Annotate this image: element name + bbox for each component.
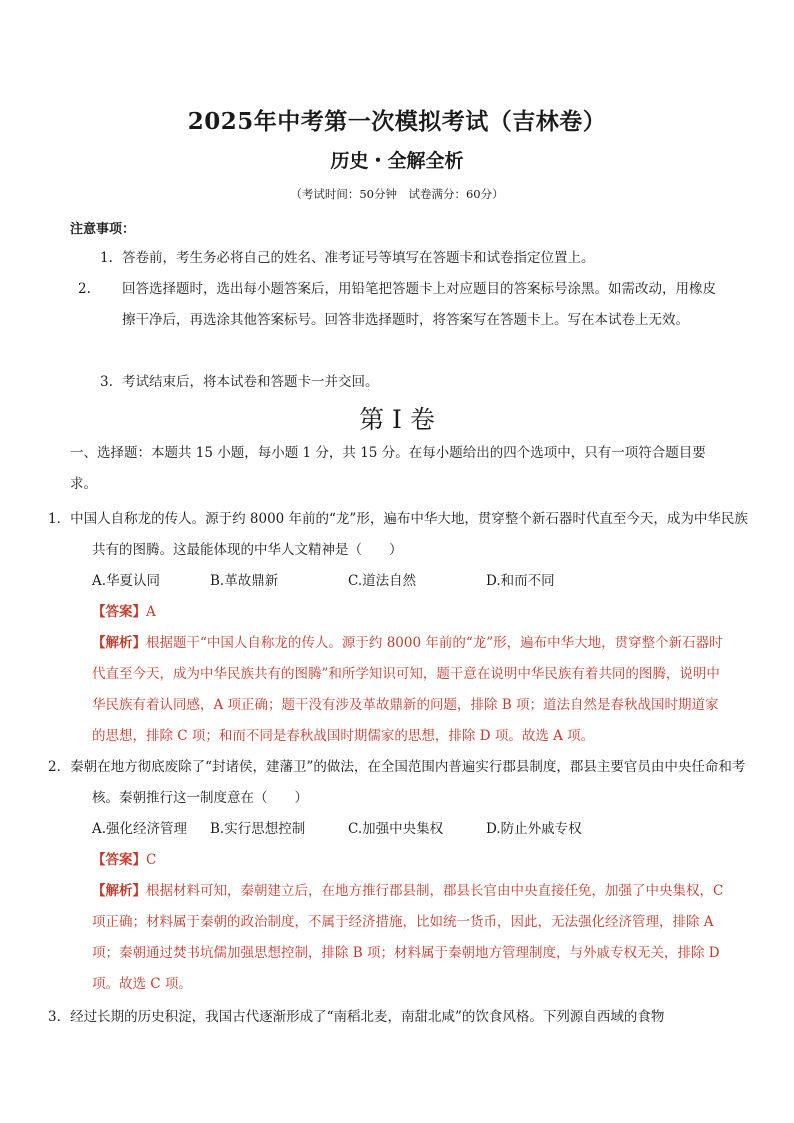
- notice-item: [100, 367, 728, 398]
- option-b[interactable]: B.实行思想控制: [210, 821, 306, 837]
- option-c[interactable]: C.加强中央集权: [348, 821, 444, 837]
- answer-label: 【答案】: [92, 604, 146, 620]
- notice-item-number: 3.: [100, 374, 113, 390]
- notice-item-number: 2.: [78, 281, 91, 297]
- question-stem: [48, 752, 748, 814]
- document-title: 2025年中考第一次模拟考试（吉林卷）: [187, 108, 607, 135]
- notice-item: [78, 274, 728, 336]
- question-stem: [48, 504, 748, 566]
- analysis-text: 根据材料可知，秦朝建立后，在地方推行郡县制，郡县长官由中央直接任免，加强了中央集权，C 项正确；材料属于秦朝的政治制度，不属于经济措施，比如统一货币，因此，无法强化经济管理，排除 A 项；秦朝通过焚书坑儒加强思想控制，排除 B 项；材料属于秦朝地方管理制度，与外戚专权无关，排除 D 项。故选 C 项。: [92, 883, 724, 992]
- question-text: 经过长期的历史积淀，我国古代逐渐形成了“南稻北麦，南甜北咸”的饮食风格。下列源自西域的食物: [70, 1009, 665, 1025]
- exam-meta: （考试时间：50分钟 试卷满分：60分）: [290, 187, 504, 201]
- option-c[interactable]: C.道法自然: [348, 573, 417, 589]
- notice-item: [100, 243, 728, 274]
- answer-line: [92, 597, 712, 628]
- section-heading: 第 I 卷: [359, 405, 435, 434]
- question-stem: [48, 1002, 752, 1033]
- option-a[interactable]: A.华夏认同: [92, 573, 161, 589]
- options-row: [92, 566, 712, 597]
- option-b[interactable]: B.革故鼎新: [210, 573, 279, 589]
- question-text: 秦朝在地方彻底废除了“封诸侯，建藩卫”的做法，在全国范围内普遍实行郡县制度，郡县主要官员由中央任命和考核。秦朝推行这一制度意在（ ）: [70, 759, 746, 806]
- analysis-block: [92, 876, 728, 1000]
- notice-item-text: 回答选择题时，选出每小题答案后，用铅笔把答题卡上对应题目的答案标号涂黑。如需改动，用橡皮擦干净后，再选涂其他答案标号。回答非选择题时，将答案写在答题卡上。写在本试卷上无效。: [122, 281, 716, 328]
- section-intro: 一、选择题：本题共 15 小题，每小题 1 分，共 15 分。在每小题给出的四个选项中，只有一项符合题目要求。: [70, 445, 706, 492]
- analysis-label: 【解析】: [92, 883, 146, 899]
- question-text: 中国人自称龙的传人。源于约 8000 年前的“龙”形，遍布中华大地，贯穿整个新石器时代直至今天，成为中华民族共有的图腾。这最能体现的中华人文精神是（ ）: [70, 511, 748, 558]
- analysis-text: 根据题干“中国人自称龙的传人。源于约 8000 年前的“龙”形，遍布中华大地，贯穿整个新石器时代直至今天，成为中华民族共有的图腾”和所学知识可知，题干意在说明中华民族有着共同的图腾，说明中华民族有着认同感，A 项正确；题干没有涉及革故鼎新的问题，排除 B 项；道法自然是春秋战国时期道家的思想，排除 C 项；和而不同是春秋战国时期儒家的思想，排除 D 项。故选 A 项。: [92, 635, 723, 744]
- analysis-block: [92, 628, 728, 752]
- notice-heading: 注意事项：: [70, 222, 136, 237]
- document-subtitle: 历史・全解全析: [330, 150, 464, 172]
- notice-item-number: 1.: [100, 250, 113, 266]
- option-d[interactable]: D.防止外戚专权: [486, 821, 582, 837]
- analysis-label: 【解析】: [92, 635, 146, 651]
- answer-line: [92, 845, 712, 876]
- notice-item-text: 答卷前，考生务必将自己的姓名、准考证号等填写在答题卡和试卷指定位置上。: [122, 250, 595, 266]
- answer-value: A: [146, 604, 156, 620]
- answer-label: 【答案】: [92, 852, 146, 868]
- answer-value: C: [146, 852, 157, 868]
- option-a[interactable]: A.强化经济管理: [92, 821, 188, 837]
- options-row: [92, 814, 712, 845]
- option-d[interactable]: D.和而不同: [486, 573, 555, 589]
- notice-item-text: 考试结束后，将本试卷和答题卡一并交回。: [122, 374, 379, 390]
